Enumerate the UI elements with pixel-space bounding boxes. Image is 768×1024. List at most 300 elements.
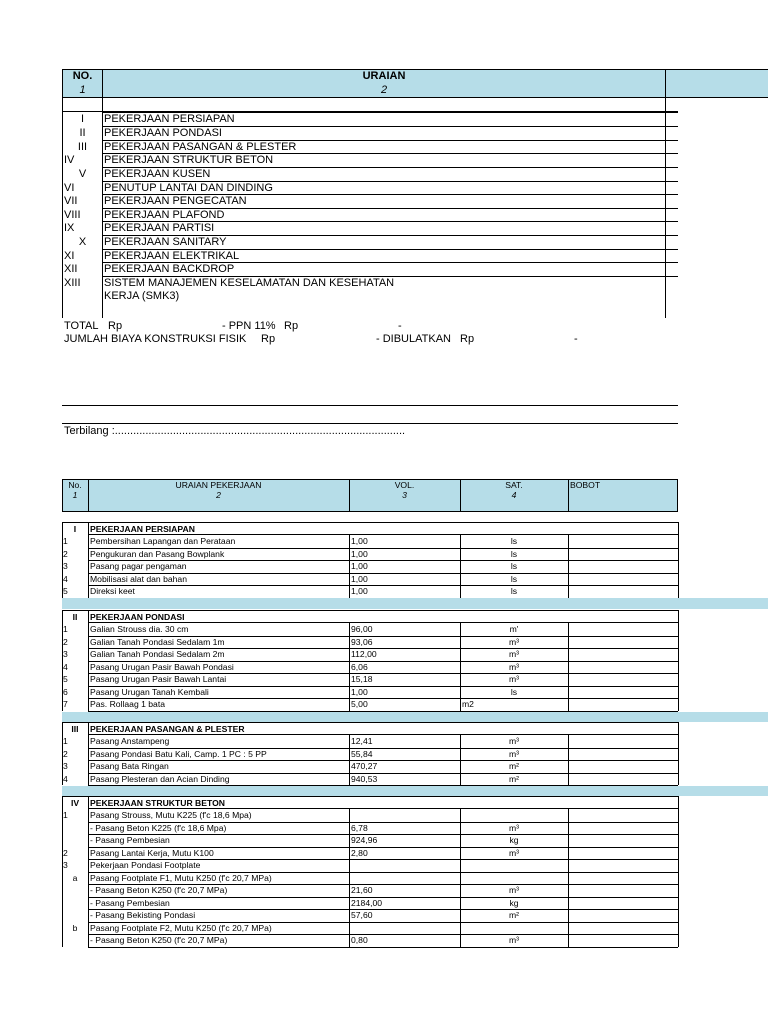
col-line [88,897,89,910]
col-line [88,773,89,786]
col-line [568,560,569,573]
col-line [349,934,350,947]
row-num: 4 [63,661,68,672]
col-line [460,648,461,661]
summary-item-num: XIII [64,277,81,289]
left-border [62,884,63,897]
row-sat: kg [509,897,519,908]
left-border [62,809,63,822]
total-label: TOTAL [64,320,99,332]
summary-item-num: XII [64,263,78,275]
row-bottom-line [88,947,678,948]
col-line [88,535,89,548]
right-border [678,834,679,847]
col-line [88,934,89,947]
col-line [88,648,89,661]
col-line [349,535,350,548]
row-vol: 21,60 [351,885,373,895]
left-border [62,722,63,735]
summary-row-line [102,126,678,127]
summary-row-line [102,181,678,182]
row-vol: 1,00 [351,686,368,697]
summary-item-label: PENUTUP LANTAI DAN DINDING [104,182,273,194]
section-band [62,712,768,722]
row-sat: m³ [508,822,520,833]
col-line [88,922,89,935]
row-label: Pasang Urugan Pasir Bawah Lantai [90,674,227,684]
section-bottom-line [88,622,678,623]
row-vol: 1,00 [351,548,368,559]
row-bottom-line [88,897,678,898]
col-line [349,834,350,847]
col-line [349,623,350,636]
row-sat: m³ [508,649,520,659]
right-border [678,661,679,674]
section-band [62,786,768,796]
summary-row-line [102,249,678,250]
detail-header-uraian: URAIAN PEKERJAAN [175,480,262,490]
right-border [678,748,679,761]
summary-item-num: VIII [64,209,81,221]
summary-item-label: PEKERJAAN PONDASI [104,127,222,139]
row-vol: 2184,00 [351,897,383,908]
summary-row-line [102,153,678,154]
col-line [88,909,89,922]
row-vol: 57,60 [351,910,373,920]
left-border [62,859,63,872]
col-line [460,548,461,561]
summary-item-label: PEKERJAAN SANITARY [104,236,227,248]
row-sat: kg [509,835,519,845]
col-line [568,822,569,835]
row-sat: m³ [508,661,520,672]
summary-item-num: X [78,236,87,248]
left-border [62,834,63,847]
col-line [349,636,350,649]
col-line [349,859,350,872]
col-line [349,822,350,835]
row-sat: m' [509,624,519,634]
col-line [349,909,350,922]
right-border [678,809,679,822]
col-line [349,748,350,761]
col-line [88,884,89,897]
detail-header-bobot: BOBOT [570,480,601,490]
col-line [460,623,461,636]
row-sat: m³ [508,736,520,746]
row-label: Pasang Plesteran dan Acian Dinding [90,773,230,784]
col-line [349,922,350,935]
right-border [678,560,679,573]
row-label: Mobilisasi alat dan bahan [90,573,187,584]
row-label: - Pasang Beton K250 (f'c 20,7 MPa) [90,935,228,945]
col-line [460,884,461,897]
row-label: Pengukuran dan Pasang Bowplank [90,548,225,559]
row-label: Pembersihan Lapangan dan Perataan [90,536,236,546]
section-title: PEKERJAAN STRUKTUR BETON [90,798,225,808]
row-sat: m2 [462,699,474,709]
section-bottom-line [88,734,678,735]
row-num: 3 [63,561,68,571]
summary-item-label: PEKERJAAN STRUKTUR BETON [104,154,274,166]
section-num: III [71,724,79,734]
summary-row-line [102,235,678,236]
col-line [349,698,350,711]
col-line [568,847,569,860]
row-num: 5 [63,586,68,596]
right-border [678,773,679,786]
row-vol: 1,00 [351,561,368,571]
col-line [460,773,461,786]
col-line [460,686,461,699]
row-num: 3 [63,761,68,771]
col-line [460,573,461,586]
col-line [88,560,89,573]
col-line [88,585,89,598]
col-line [349,809,350,822]
row-sat: m² [508,910,520,920]
col-line [349,872,350,885]
summary-item-label: PEKERJAAN KUSEN [104,168,211,180]
row-num: 3 [63,860,68,870]
right-border [678,535,679,548]
section-bottom-line [88,808,678,809]
row-label: Pasang Anstampeng [90,736,170,746]
col-line [88,822,89,835]
terbilang-text: Terbilang :............................................................................................... [64,425,406,437]
row-vol: 96,00 [351,624,373,634]
row-label: Pasang Footplate F2, Mutu K250 (f'c 20,7 MPa) [90,922,272,933]
row-label: Galian Tanah Pondasi Sedalam 2m [90,649,225,659]
row-vol: 6,78 [351,822,368,833]
row-label: - Pasang Bekisting Pondasi [90,910,196,920]
col-line [88,698,89,711]
row-label: Galian Strouss dia. 30 cm [90,624,189,634]
right-border [678,636,679,649]
col-line [460,922,461,935]
col-line [568,884,569,897]
col-line [88,673,89,686]
detail-header-sat: SAT. [505,480,523,490]
right-border [678,686,679,699]
col-line [568,760,569,773]
col-line [460,834,461,847]
row-num: 2 [63,636,68,647]
right-border [678,610,679,623]
col-line [568,573,569,586]
row-num: 5 [63,674,68,684]
col-line [349,686,350,699]
row-num: 1 [63,810,68,820]
row-label: Galian Tanah Pondasi Sedalam 1m [90,636,225,647]
col-line [568,548,569,561]
col-line [568,834,569,847]
section-title: PEKERJAAN PERSIAPAN [90,524,195,534]
col-line [349,560,350,573]
row-num: 2 [63,748,68,759]
row-vol: 5,00 [351,699,368,709]
summary-header-extra-cell [665,69,768,98]
row-label: Pasang Urugan Pasir Bawah Pondasi [90,661,234,672]
row-vol: 470,27 [351,761,378,771]
col-line [568,698,569,711]
row-label: - Pasang Pembesian [90,835,170,845]
left-border [62,698,63,711]
right-border [678,760,679,773]
row-vol: 112,00 [351,649,377,659]
detail-header-uraian-sub: 2 [216,490,221,500]
row-sat: ls [510,573,518,584]
summary-row-line [102,140,678,141]
left-border [62,934,63,947]
right-border [678,548,679,561]
row-num: b [72,922,78,933]
col-line [88,809,89,822]
summary-row-line [102,262,678,263]
col-line [460,585,461,598]
row-num: 1 [63,536,68,546]
col-line [349,548,350,561]
summary-item-num: III [77,141,88,153]
col-line [568,872,569,885]
col-line [568,897,569,910]
row-bottom-line [88,698,678,699]
summary-row-line [102,112,678,113]
col-line [460,760,461,773]
col-line [568,922,569,935]
section-num: II [72,612,78,622]
jumlah-rp: Rp [261,333,276,345]
col-line [460,735,461,748]
dibulatkan-value: - [574,333,578,345]
detail-header-vol: VOL. [394,480,415,490]
summary-item-num: I [80,113,85,125]
col-line [349,735,350,748]
col-line [568,686,569,699]
row-vol: 55,84 [351,748,373,759]
right-border [678,735,679,748]
row-label: Pasang pagar pengaman [90,561,187,571]
left-border [62,897,63,910]
summary-item-label: PEKERJAAN PERSIAPAN [104,113,235,125]
row-label: Pasang Bata Ringan [90,761,169,771]
dibulatkan-label: - DIBULATKAN [376,333,451,345]
col-line [88,735,89,748]
row-num: 1 [63,624,68,634]
row-vol: 6,06 [351,661,368,672]
row-label: Pasang Strouss, Mutu K225 (f'c 18,6 Mpa) [90,810,252,820]
col-line [460,698,461,711]
col-line [349,573,350,586]
col-line [88,573,89,586]
left-border [62,748,63,761]
detail-header-vol-sub: 3 [402,490,407,500]
row-sat: m² [508,761,520,771]
right-border [678,673,679,686]
row-label: Pasang Urugan Tanah Kembali [90,686,209,697]
row-sat: m³ [508,935,520,945]
right-border [678,922,679,935]
right-border [678,722,679,735]
col-line [349,648,350,661]
row-label: Pasang Pondasi Batu Kali, Camp. 1 PC : 5 PP [90,748,267,759]
left-border [62,661,63,674]
col-line [349,884,350,897]
right-border [678,872,679,885]
col-line [460,859,461,872]
right-border [678,859,679,872]
right-border [678,573,679,586]
left-border [62,636,63,649]
row-num: 2 [63,847,68,858]
summary-item-num: VI [64,182,75,194]
summary-header-uraian-sub: 2 [380,84,388,96]
col-line [568,735,569,748]
right-border [678,796,679,809]
row-num: 4 [63,773,68,784]
jumlah-label: JUMLAH BIAYA KONSTRUKSI FISIK [64,333,247,345]
left-border [62,610,63,623]
row-sat: m³ [508,748,520,759]
col-line [88,548,89,561]
row-vol: 15,18 [351,674,373,684]
left-border [62,796,63,809]
left-border [62,648,63,661]
row-vol: 1,00 [351,573,368,584]
section-band [62,598,768,609]
row-vol: 924,96 [351,835,378,845]
col-line [88,623,89,636]
summary-item-num: V [78,168,87,180]
section-title: PEKERJAAN PASANGAN & PLESTER [90,724,245,734]
col-line [568,661,569,674]
right-border [678,585,679,598]
row-label: - Pasang Beton K225 (f'c 18,6 Mpa) [90,822,227,833]
col-line [460,822,461,835]
col-line [460,872,461,885]
row-label: Pasang Lantai Kerja, Mutu K100 [90,847,214,858]
row-vol: 93,06 [351,636,373,647]
row-bottom-line [88,585,678,586]
col-line [460,636,461,649]
col-line [460,673,461,686]
row-bottom-line [88,834,678,835]
left-border [62,760,63,773]
row-num: 4 [63,573,68,584]
total-rp: Rp [108,320,123,332]
row-label: Pas. Rollaag 1 bata [90,699,166,709]
col-line [460,661,461,674]
section-bottom-line [88,534,678,535]
row-num: a [72,872,78,883]
dibulatkan-rp: Rp [460,333,475,345]
row-sat: m³ [508,847,520,858]
col-line [460,909,461,922]
row-vol: 1,00 [351,536,368,546]
row-label: Pekerjaan Pondasi Footplate [90,860,201,870]
col-line [460,748,461,761]
left-border [62,585,63,598]
section-title: PEKERJAAN PONDASI [90,612,185,622]
col-line [460,809,461,822]
summary-row-line [102,167,678,168]
left-border [62,686,63,699]
col-line [88,872,89,885]
row-label: Pasang Footplate F1, Mutu K250 (f'c 20,7 MPa) [90,872,272,883]
row-vol: 940,53 [351,773,378,784]
row-sat: ls [510,586,518,596]
col-line [568,909,569,922]
col-line [460,847,461,860]
left-border [62,822,63,835]
col-line [88,859,89,872]
section-top-line [62,722,678,723]
ppn-label: - PPN 11% [222,320,276,332]
row-vol: 0,80 [351,935,368,945]
summary-item-label: PEKERJAAN ELEKTRIKAL [104,250,240,262]
summary-row-line [102,221,678,222]
row-sat: m³ [508,674,520,684]
col-line [568,585,569,598]
summary-row-line [102,194,678,195]
left-border [62,872,63,885]
summary-item-label: PEKERJAAN PARTISI [104,222,215,234]
col-line [568,636,569,649]
row-num: 3 [63,649,68,659]
row-sat: m² [508,773,520,784]
summary-header-no: NO. [72,70,93,82]
row-vol: 2,80 [351,847,368,858]
col-line [349,585,350,598]
detail-header-sat-sub: 4 [511,490,517,500]
col-line [349,673,350,686]
summary-item-label: PEKERJAAN PENGECATAN [104,195,247,207]
summary-header-uraian: URAIAN [362,70,406,82]
col-line [88,834,89,847]
right-border [678,623,679,636]
left-border [62,673,63,686]
row-sat: m³ [508,885,520,895]
col-line [568,809,569,822]
right-border [678,822,679,835]
col-line [568,773,569,786]
row-sat: ls [510,561,518,571]
row-num: 7 [63,699,68,709]
left-border [62,735,63,748]
col-line [88,686,89,699]
col-line [568,535,569,548]
row-sat: ls [510,548,518,559]
col-line [568,623,569,636]
row-sat: ls [510,536,518,546]
row-sat: m³ [508,636,520,647]
col-line [568,648,569,661]
left-border [62,535,63,548]
right-border [678,698,679,711]
ppn-rp: Rp [284,320,299,332]
summary-item-num: IV [64,154,75,166]
col-line [88,636,89,649]
col-line [88,760,89,773]
section-num: I [73,524,77,534]
summary-header-no-sub: 1 [79,84,86,96]
left-border [62,922,63,935]
col-line [460,897,461,910]
right-border [678,934,679,947]
row-vol: 1,00 [351,586,368,596]
row-num: 2 [63,548,68,559]
row-bottom-line [88,760,678,761]
